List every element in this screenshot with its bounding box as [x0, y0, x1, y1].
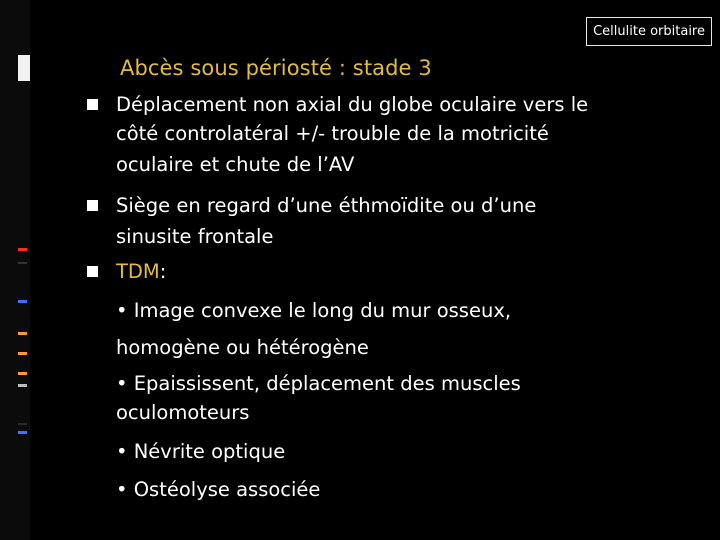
bullet-3-heading: [116, 258, 166, 285]
tdm-label: TDM: [116, 260, 160, 283]
slide-title: Abcès sous périosté : stade 3: [120, 56, 432, 80]
decorative-stripe: [18, 423, 27, 425]
decorative-stripe: [18, 332, 27, 335]
bullet-square-icon: [87, 266, 98, 277]
decorative-stripe: [18, 248, 27, 251]
decorative-stripe: [18, 352, 27, 355]
bullet-1-line-1: Déplacement non axial du globe oculaire vers le: [116, 93, 589, 116]
decorative-square: [18, 55, 30, 81]
tdm-label-colon: :: [159, 260, 167, 283]
bullet-square-icon: [87, 200, 98, 211]
bullet-2-line-2: sinusite frontale: [116, 225, 274, 248]
tdm-line-1: • Image convexe le long du mur osseux,: [116, 299, 512, 322]
tdm-line-3: • Epaississent, déplacement des muscles: [116, 372, 521, 395]
decorative-stripe: [18, 384, 27, 387]
decorative-stripe: [18, 372, 27, 375]
bullet-2-line-1: Siège en regard d’une éthmoïdite ou d’une: [116, 194, 537, 217]
header-tag: Cellulite orbitaire: [586, 17, 712, 46]
tdm-line-4: oculomoteurs: [116, 401, 250, 424]
bullet-square-icon: [87, 99, 98, 110]
decorative-stripe: [18, 300, 27, 303]
decorative-stripe: [18, 431, 27, 434]
tdm-line-6: • Ostéolyse associée: [116, 478, 321, 501]
tdm-line-2: homogène ou hétérogène: [116, 336, 369, 359]
tdm-line-5: • Névrite optique: [116, 440, 286, 463]
bullet-1-line-3: oculaire et chute de l’AV: [116, 153, 355, 176]
decorative-stripe: [18, 262, 27, 264]
slide-left-strip: [0, 0, 30, 540]
bullet-1-line-2: côté controlatéral +/- trouble de la motricité: [116, 122, 549, 145]
